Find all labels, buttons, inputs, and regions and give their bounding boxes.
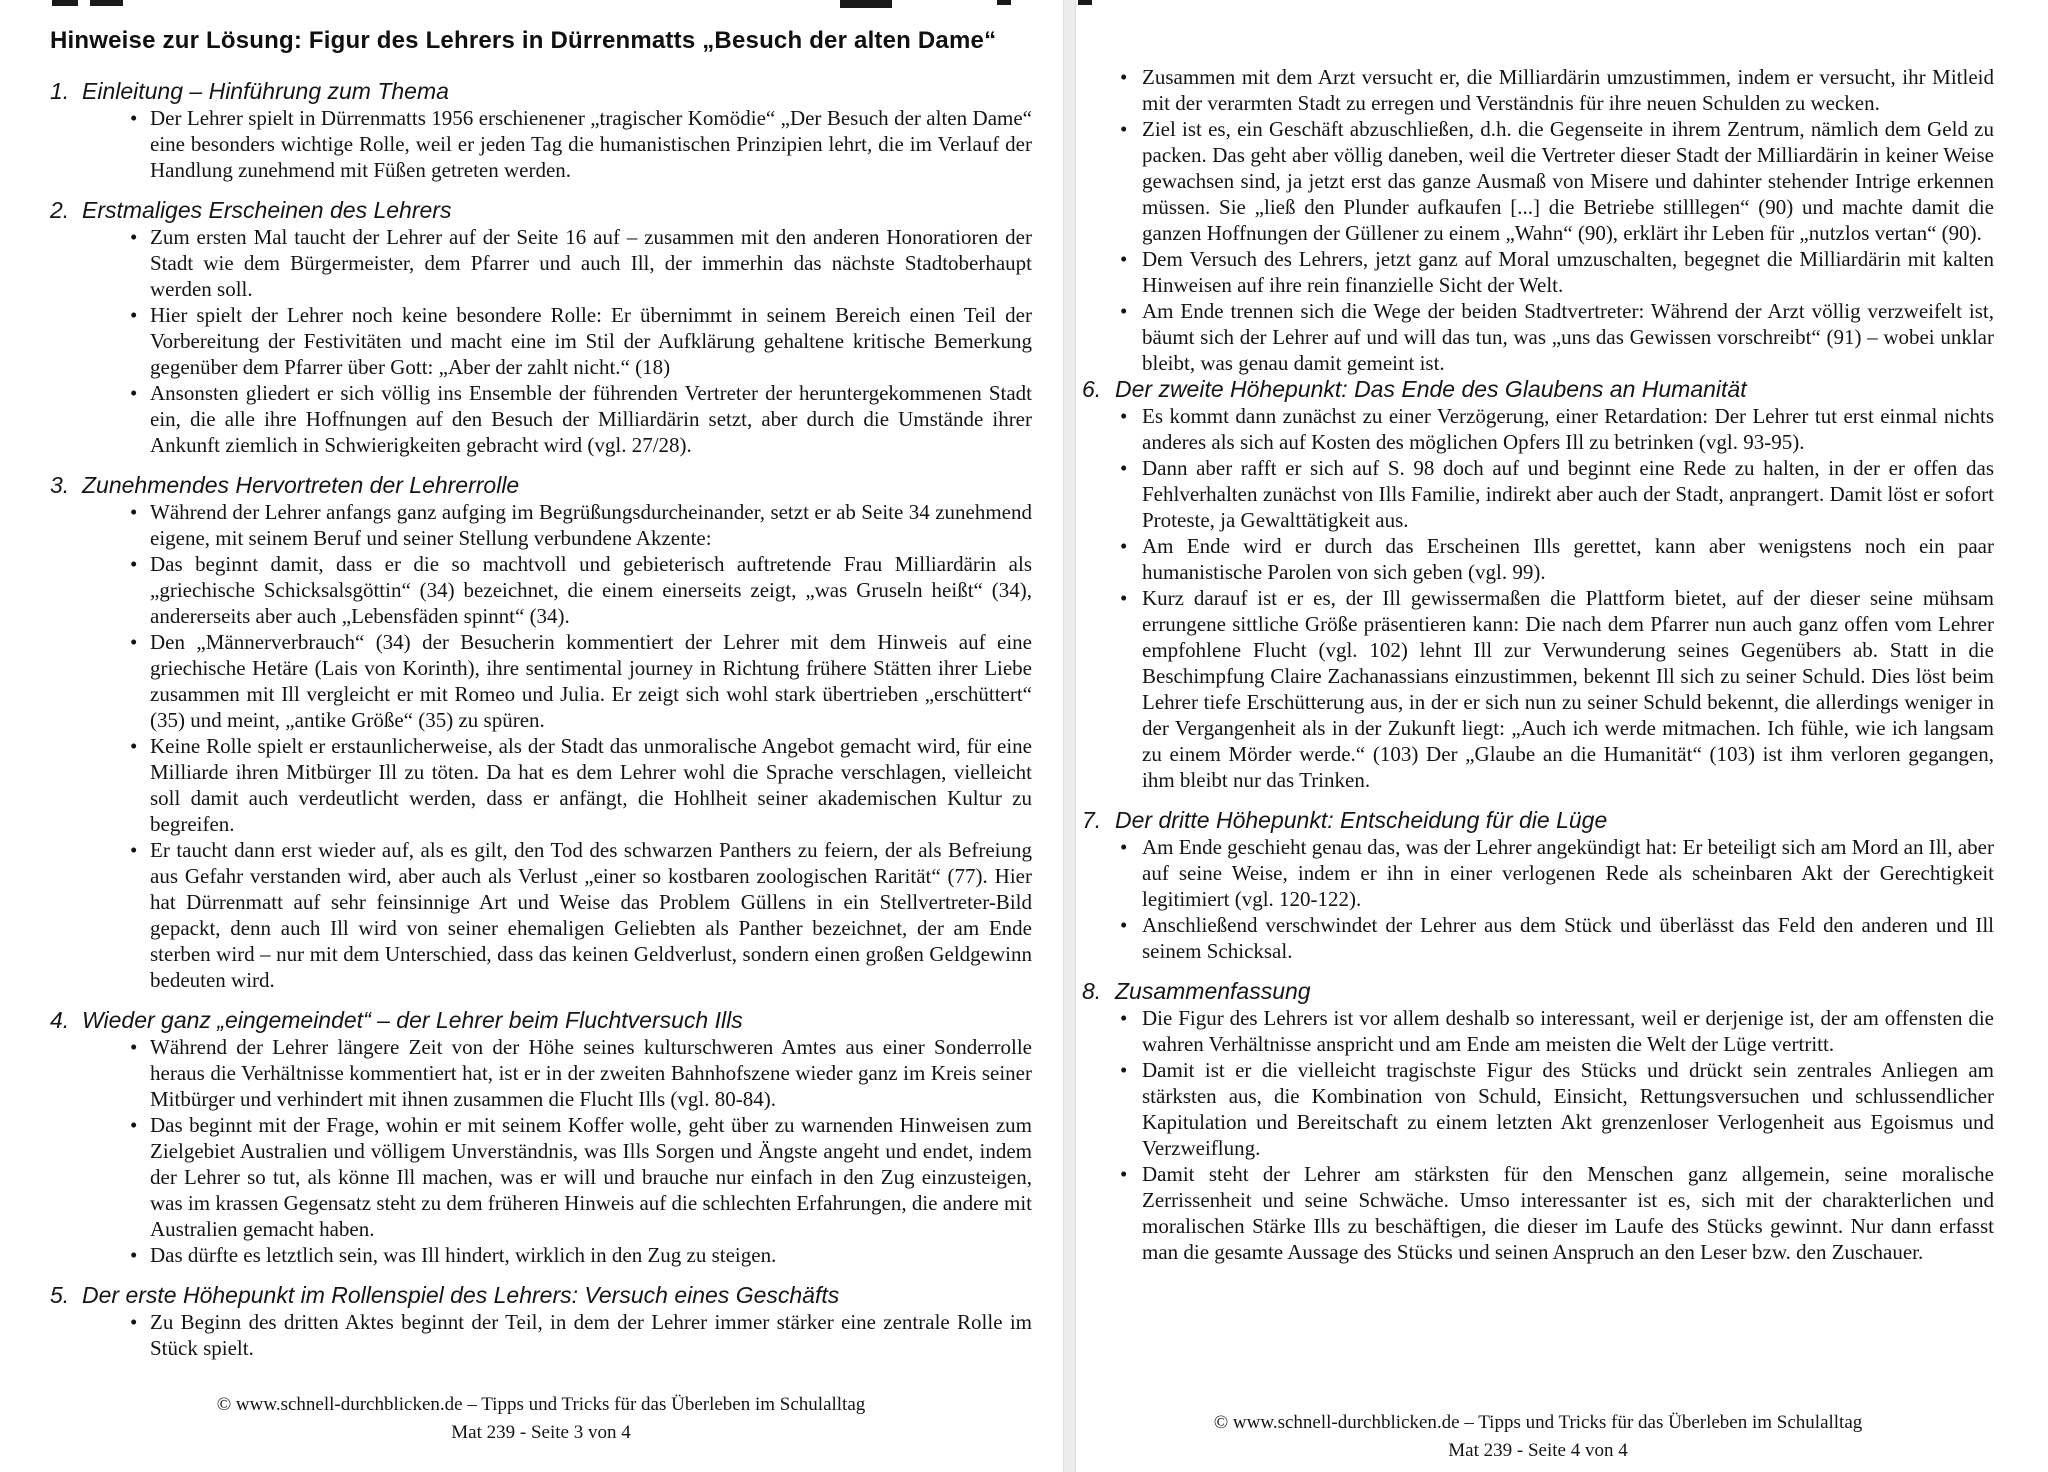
bullet-item: • Am Ende wird er durch das Erscheinen Ills gerettet, kann aber wenigstens noch ein paar humanistische Parolen von sich geben (vgl. 99). (1082, 533, 1994, 585)
section-heading (50, 1282, 1032, 1308)
bullet-item: • Er taucht dann erst wieder auf, als es gilt, den Tod des schwarzen Panthers zu feiern, der als Befreiung aus Gefahr verstanden wird, aber auch als Verlust „einer so kostbaren zoologischen Rarität“ (77). Hier hat Dürrenmatt auf sehr feinsinnige Art und Weise das Problem Güllens in ein Stellvertreter-Bild gepackt, denn auch Ill wird von seiner ehemaligen Geliebten als Panther bezeichnet, der am Ende sterben wird – nur mit dem Unterschied, dass das keinen Geldverlust, sondern einen großen Geldgewinn bedeuten wird. (50, 837, 1032, 993)
clipped-text-artifact (52, 0, 78, 6)
section-number: 5. (50, 1282, 70, 1308)
bullet-item: • Kurz darauf ist er es, der Ill gewissermaßen die Plattform bietet, auf der dieser seine mühsam errungene sittliche Größe präsentieren kann: Die nach dem Pfarrer nun auch ganz offen vom Lehrer empfohlene Flucht (vgl. 102) lehnt Ill zur Verwunderung seines Gegenübers ab. Statt in die Beschimpfung Claire Zachanassians einzustimmen, bekennt Ill sich zu seiner Schuld. Dies löst beim Lehrer tiefe Erschütterung aus, in der er sich nun zu seiner Schuld bekennt, die allerdings weniger in der Vergangenheit als in der Zukunft liegt: „Auch ich werde mitmachen. Ich fühle, wie ich langsam zu einem Mörder werde.“ (103) Der „Glaube an die Humanität“ (103) ist ihm verloren gegangen, ihm bleibt nur das Trinken. (1082, 585, 1994, 793)
section-number: 7. (1082, 807, 1102, 833)
section-title: Wieder ganz „eingemeindet“ – der Lehrer beim Fluchtversuch Ills (82, 1007, 743, 1033)
page-3 (50, 26, 1032, 1361)
bullet-item: • Damit steht der Lehrer am stärksten für den Menschen ganz allgemein, seine moralische Zerrissenheit und seine Schwäche. Umso interessanter ist es, sich mit der charakterlichen und moralischen Stärke Ills zu beschäftigen, die dieser im Laufe des Stücks gewinnt. Nur dann erfasst man die gesamte Aussage des Stücks und seinen Anspruch an den Leser bzw. den Zuschauer. (1082, 1161, 1994, 1265)
section-number: 2. (50, 197, 70, 223)
page-3-sections (50, 78, 1032, 1361)
page-4-continuation-bullets (1082, 64, 1994, 376)
section (1082, 376, 1994, 793)
section (1082, 978, 1994, 1265)
section-title: Der zweite Höhepunkt: Das Ende des Glaubens an Humanität (1115, 376, 1747, 402)
page-title: Hinweise zur Lösung: Figur des Lehrers in Dürrenmatts „Besuch der alten Dame“ (50, 27, 997, 54)
bullet-item: • Es kommt dann zunächst zu einer Verzögerung, einer Retardation: Der Lehrer tut erst einmal nichts anderes als sich auf Kosten des möglichen Opfers Ill zu betrinken (vgl. 93-95). (1082, 403, 1994, 455)
page-4 (1082, 64, 1994, 1265)
bullet-item: • Anschließend verschwindet der Lehrer aus dem Stück und überlässt das Feld den anderen und Ill seinem Schicksal. (1082, 912, 1994, 964)
bullet-item: • Hier spielt der Lehrer noch keine besondere Rolle: Er übernimmt in seinem Bereich einen Teil der Vorbereitung der Festivitäten und macht eine im Stil der Aufklärung gehaltene kritische Bemerkung gegenüber dem Pfarrer über Gott: „Aber der zahlt nicht.“ (18) (50, 302, 1032, 380)
bullet-item: • Am Ende trennen sich die Wege der beiden Stadtvertreter: Während der Arzt völlig verzweifelt ist, bäumt sich der Lehrer auf und will das tun, was „uns das Gewissen vorschreibt“ (91) – wobei unklar bleibt, was genau damit gemeint ist. (1082, 298, 1994, 376)
section (50, 1282, 1032, 1361)
section-number: 4. (50, 1007, 70, 1033)
section (1082, 807, 1994, 964)
section-number: 6. (1082, 376, 1102, 402)
bullet-list (50, 1034, 1032, 1268)
section-title: Erstmaliges Erscheinen des Lehrers (82, 197, 452, 223)
bullet-list (1082, 403, 1994, 793)
bullet-list (1082, 1005, 1994, 1265)
bullet-item: • Die Figur des Lehrers ist vor allem deshalb so interessant, weil er derjenige ist, der am offensten die wahren Verhältnisse anspricht und am Ende am meisten die Welt der Lüge vertritt. (1082, 1005, 1994, 1057)
bullet-item: • Zum ersten Mal taucht der Lehrer auf der Seite 16 auf – zusammen mit den anderen Honoratioren der Stadt wie dem Bürgermeister, dem Pfarrer und auch Ill, der immerhin das nächste Stadtoberhaupt werden soll. (50, 224, 1032, 302)
footer-page-number: Mat 239 - Seite 4 von 4 (1448, 1440, 1628, 1461)
clipped-text-artifact (90, 0, 123, 6)
section-title: Der dritte Höhepunkt: Entscheidung für die Lüge (1115, 807, 1608, 833)
section-number: 1. (50, 78, 70, 104)
section-heading (50, 78, 1032, 104)
page-3-footer (50, 1391, 1032, 1447)
clipped-text-artifact (840, 0, 892, 8)
section-title: Zusammenfassung (1115, 978, 1311, 1004)
bullet-list (50, 1309, 1032, 1361)
page-gap-divider (1063, 0, 1076, 1472)
clipped-text-artifact (997, 0, 1011, 5)
bullet-item: • Während der Lehrer längere Zeit von der Höhe seines kulturschweren Amtes aus einer Sonderrolle heraus die Verhältnisse kommentiert hat, ist er in der zweiten Bahnhofszene wieder ganz im Kreis seiner Mitbürger und verhindert mit ihnen zusammen die Flucht Ills (vgl. 80-84). (50, 1034, 1032, 1112)
page-4-sections (1082, 376, 1994, 1265)
bullet-item: • Am Ende geschieht genau das, was der Lehrer angekündigt hat: Er beteiligt sich am Mord an Ill, aber auf seine Weise, indem er ihn in einer verlogenen Rede als scheinbaren Akt der Gerechtigkeit legitimiert (vgl. 120-122). (1082, 834, 1994, 912)
footer-copyright: © www.schnell-durchblicken.de – Tipps und Tricks für das Überleben im Schulalltag (1213, 1412, 1863, 1433)
page-4-footer (1082, 1409, 1994, 1465)
section-heading (50, 472, 1032, 498)
bullet-item: • Das dürfte es letztlich sein, was Ill hindert, wirklich in den Zug zu steigen. (50, 1242, 1032, 1268)
section-heading (50, 1007, 1032, 1033)
section-title: Zunehmendes Hervortreten der Lehrerrolle (82, 472, 520, 498)
bullet-item: • Ziel ist es, ein Geschäft abzuschließen, d.h. die Gegenseite in ihrem Zentrum, nämlich dem Geld zu packen. Das geht aber völlig daneben, weil die Vertreter dieser Stadt der Milliardärin in keiner Weise gewachsen sind, ja jetzt erst das ganze Ausmaß von Misere und dahinter stehender Intrige erkennen müssen. Sie „ließ den Plunder aufkaufen [...] die Betriebe stilllegen“ (90) und machte damit die ganzen Hoffnungen der Güllener zu einem „Wahn“ (90), erklärt ihr Leben für „nutzlos vertan“ (90). (1082, 116, 1994, 246)
bullet-item: • Keine Rolle spielt er erstaunlicherweise, als der Stadt das unmoralische Angebot gemacht wird, für eine Milliarde ihren Mitbürger Ill zu töten. Da hat es dem Lehrer wohl die Sprache verschlagen, vielleicht soll damit auch verdeutlicht werden, dass er anfängt, die Hohlheit seiner akademischen Kultur zu begreifen. (50, 733, 1032, 837)
bullet-item: • Während der Lehrer anfangs ganz aufging im Begrüßungsdurcheinander, setzt er ab Seite 34 zunehmend eigene, mit seinem Beruf und seiner Stellung verbundene Akzente: (50, 499, 1032, 551)
bullet-item: • Dem Versuch des Lehrers, jetzt ganz auf Moral umzuschalten, begegnet die Milliardärin mit kalten Hinweisen auf ihre rein finanzielle Sicht der Welt. (1082, 246, 1994, 298)
footer-page-number: Mat 239 - Seite 3 von 4 (451, 1422, 631, 1443)
bullet-item: • Der Lehrer spielt in Dürrenmatts 1956 erschienener „tragischer Komödie“ „Der Besuch der alten Dame“ eine besonders wichtige Rolle, weil er jeden Tag die humanistischen Prinzipien lehrt, die im Verlauf der Handlung zunehmend mit Füßen getreten werden. (50, 105, 1032, 183)
section (50, 197, 1032, 458)
section (50, 472, 1032, 993)
bullet-item: • Das beginnt damit, dass er die so machtvoll und gebieterisch auftretende Frau Milliardärin als „griechische Schicksalsgöttin“ (34) bezeichnet, die einem einerseits zeigt, „was Gruseln heißt“ (34), andererseits aber auch „Lebensfäden spinnt“ (34). (50, 551, 1032, 629)
section-title: Der erste Höhepunkt im Rollenspiel des Lehrers: Versuch eines Geschäfts (82, 1282, 840, 1308)
bullet-list (50, 105, 1032, 183)
section-number: 8. (1082, 978, 1102, 1004)
section-heading (1082, 978, 1994, 1004)
footer-copyright: © www.schnell-durchblicken.de – Tipps und Tricks für das Überleben im Schulalltag (216, 1394, 866, 1415)
bullet-item: • Ansonsten gliedert er sich völlig ins Ensemble der führenden Vertreter der heruntergekommenen Stadt ein, die alle ihre Hoffnungen auf den Besuch der Milliardärin setzt, aber durch die Umstände ihrer Ankunft ziemlich in Schwierigkeiten gebracht wird (vgl. 27/28). (50, 380, 1032, 458)
section-heading (50, 197, 1032, 223)
bullet-item: • Zu Beginn des dritten Aktes beginnt der Teil, in dem der Lehrer immer stärker eine zentrale Rolle im Stück spielt. (50, 1309, 1032, 1361)
section-number: 3. (50, 472, 70, 498)
bullet-list (1082, 64, 1994, 376)
bullet-item: • Den „Männerverbrauch“ (34) der Besucherin kommentiert der Lehrer mit dem Hinweis auf eine griechische Hetäre (Lais von Korinth), ihre sentimental journey in Richtung frühere Stätten ihrer Liebe zusammen mit Ill vergleicht er mit Romeo und Julia. Er zeigt sich wohl stark übertrieben „erschüttert“ (35) und meint, „antike Größe“ (35) zu spüren. (50, 629, 1032, 733)
section-heading (1082, 376, 1994, 402)
bullet-item: • Dann aber rafft er sich auf S. 98 doch auf und beginnt eine Rede zu halten, in der er offen das Fehlverhalten zunächst von Ills Familie, indirekt aber auch der Stadt, anprangert. Damit löst er sofort Proteste, ja Gewalttätigkeit aus. (1082, 455, 1994, 533)
section (50, 78, 1032, 183)
bullet-item: • Zusammen mit dem Arzt versucht er, die Milliardärin umzustimmen, indem er versucht, ihr Mitleid mit der verarmten Stadt zu erregen und Verständnis für ihre neuen Schulden zu wecken. (1082, 64, 1994, 116)
bullet-item: • Damit ist er die vielleicht tragischste Figur des Stücks und drückt sein zentrales Anliegen am stärksten aus, die Kombination von Schuld, Einsicht, Rettungsversuchen und schlussendlicher Kapitulation und Bereitschaft zu einem letzten Akt grenzenloser Verlogenheit aus Egoismus und Verzweiflung. (1082, 1057, 1994, 1161)
bullet-list (50, 224, 1032, 458)
section-heading (1082, 807, 1994, 833)
clipped-text-artifact (1078, 0, 1092, 5)
section (50, 1007, 1032, 1268)
section-title: Einleitung – Hinführung zum Thema (82, 78, 449, 104)
bullet-list (1082, 834, 1994, 964)
bullet-item: • Das beginnt mit der Frage, wohin er mit seinem Koffer wolle, geht über zu warnenden Hinweisen zum Zielgebiet Australien und völligem Unverständnis, was Ills Sorgen und Ängste angeht und endet, indem der Lehrer so tut, als könne Ill machen, was er will und brauche nur einfach in den Zug einzusteigen, was im krassen Gegensatz steht zu dem früheren Hinweis auf die schlechten Erfahrungen, die andere mit Australien gemacht haben. (50, 1112, 1032, 1242)
bullet-list (50, 499, 1032, 993)
